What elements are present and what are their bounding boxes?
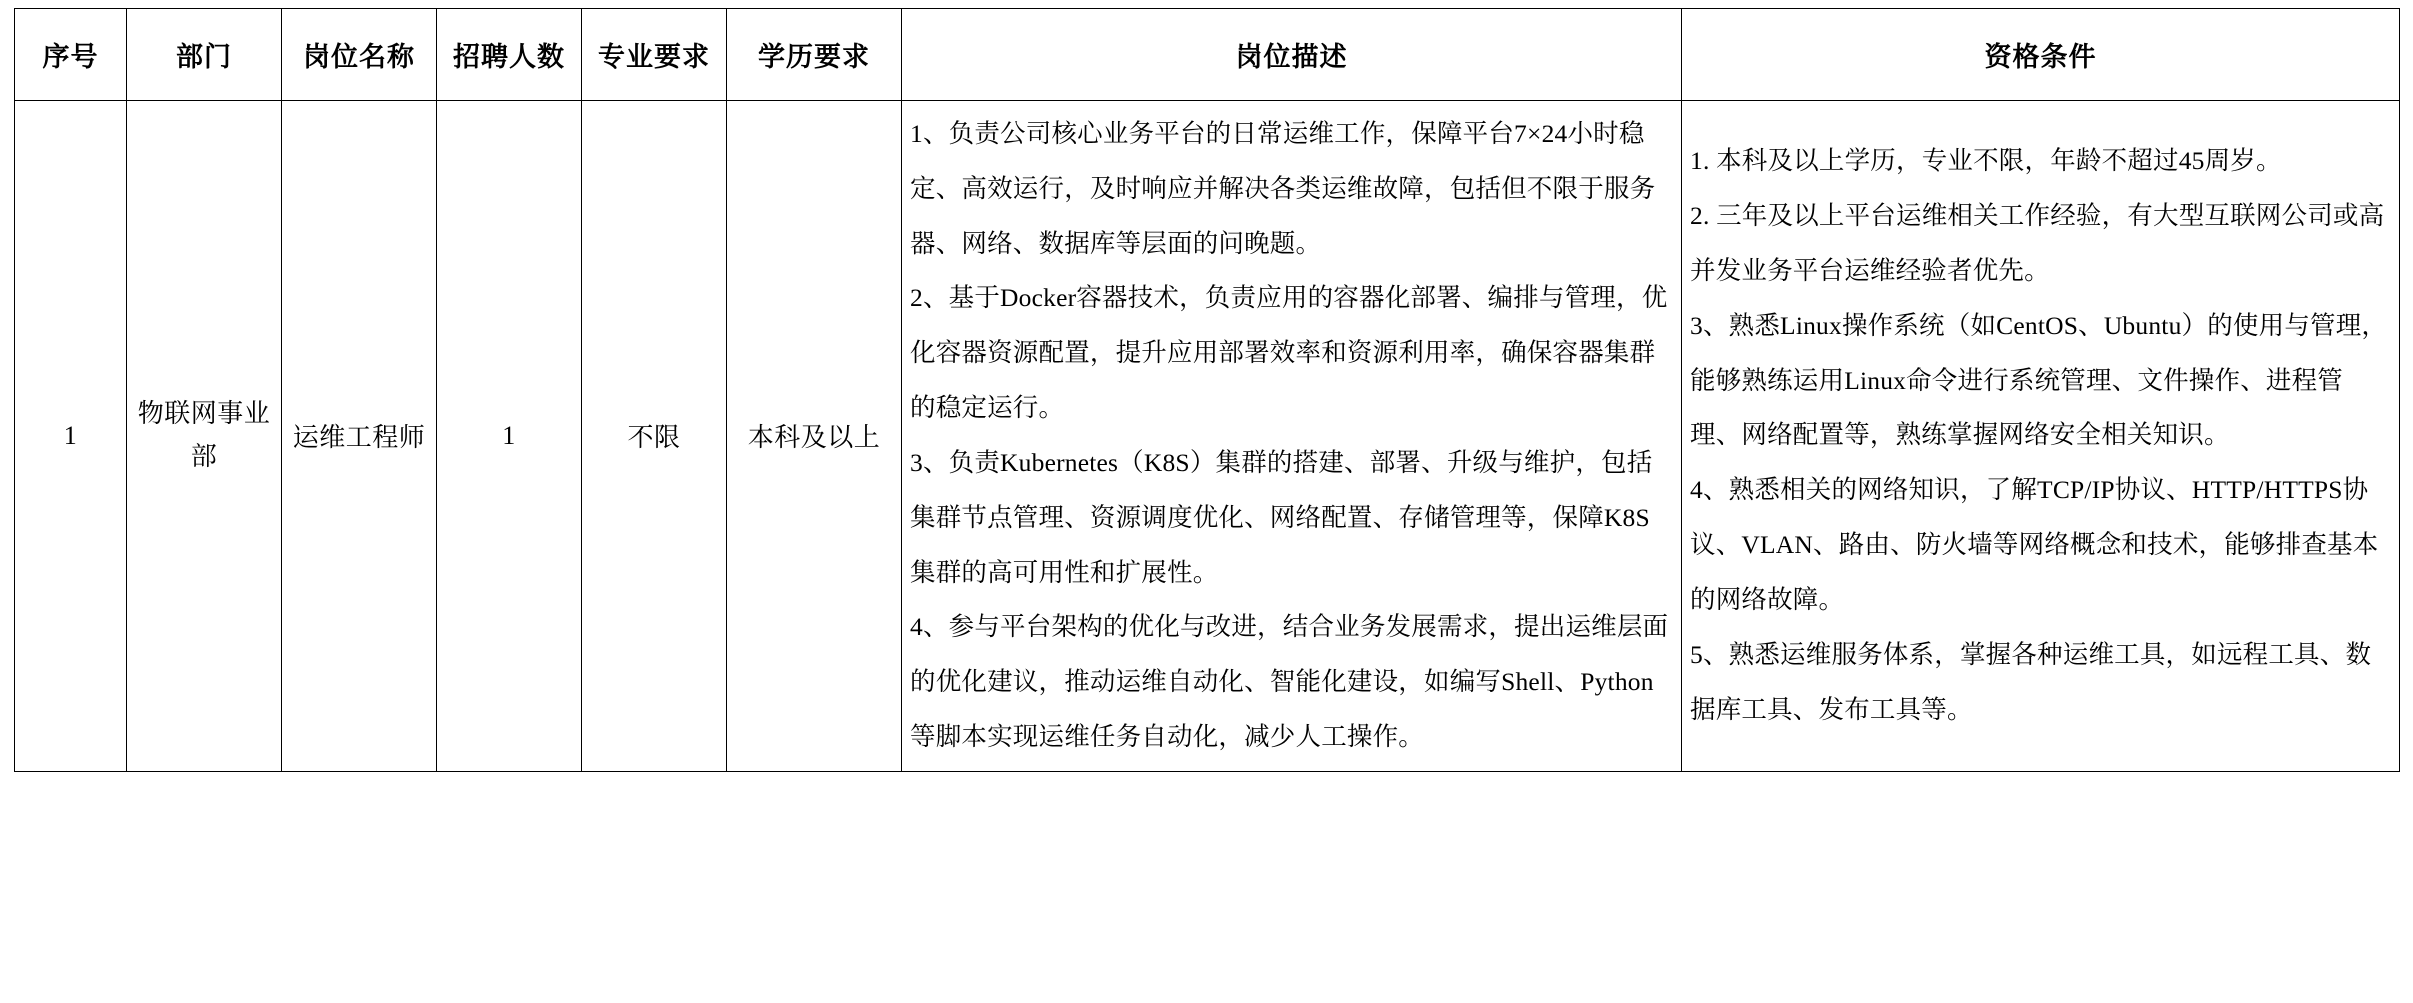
qualification-item: 1. 本科及以上学历，专业不限，年龄不超过45周岁。: [1690, 146, 2282, 176]
cell-seq: 1: [15, 101, 127, 772]
cell-position: 运维工程师: [282, 101, 437, 772]
description-item: 1、负责公司核心业务平台的日常运维工作，保障平台7×24小时稳定、高效运行，及时响应并解决各类运维故障，包括但不限于服务器、网络、数据库等层面的问晚题。: [910, 119, 1656, 258]
description-item: 2、基于Docker容器技术，负责应用的容器化部署、编排与管理，优化容器资源配置，提升应用部署效率和资源利用率，确保容器集群的稳定运行。: [910, 283, 1668, 423]
qualification-item: 4、熟悉相关的网络知识，了解TCP/IP协议、HTTP/HTTPS协议、VLAN、路由、防火墙等网络概念和技术，能够排查基本的网络故障。: [1690, 475, 2379, 614]
table-row: [15, 101, 2400, 772]
qualification-item: 3、熟悉Linux操作系统（如CentOS、Ubuntu）的使用与管理，能够熟练运用Linux命令进行系统管理、文件操作、进程管理、网络配置等，熟练掌握网络安全相关知识。: [1690, 310, 2388, 450]
description-item: 4、参与平台架构的优化与改进，结合业务发展需求，提出运维层面的优化建议，推动运维自动化、智能化建设，如编写Shell、Python等脚本实现运维任务自动化，减少人工操作。: [910, 612, 1669, 751]
header-headcount: 招聘人数: [437, 9, 582, 101]
header-seq: 序号: [15, 9, 127, 101]
table-header-row: [15, 9, 2400, 101]
qualification-item: 2. 三年及以上平台运维相关工作经验，有大型互联网公司或高并发业务平台运维经验者优先。: [1690, 201, 2385, 286]
cell-description: [902, 101, 1682, 772]
job-listing-table: [14, 8, 2400, 772]
header-education: 学历要求: [727, 9, 902, 101]
header-qualification: 资格条件: [1682, 9, 2400, 101]
cell-education: 本科及以上: [727, 101, 902, 772]
header-description: 岗位描述: [902, 9, 1682, 101]
cell-major: 不限: [582, 101, 727, 772]
cell-headcount: 1: [437, 101, 582, 772]
header-major: 专业要求: [582, 9, 727, 101]
cell-qualification: [1682, 101, 2400, 772]
description-item: 3、负责Kubernetes（K8S）集群的搭建、部署、升级与维护，包括集群节点管理、资源调度优化、网络配置、存储管理等，保障K8S集群的高可用性和扩展性。: [910, 447, 1653, 587]
cell-department: 物联网事业部: [127, 101, 282, 772]
header-department: 部门: [127, 9, 282, 101]
qualification-item: 5、熟悉运维服务体系，掌握各种运维工具，如远程工具、数据库工具、发布工具等。: [1690, 639, 2372, 724]
header-position: 岗位名称: [282, 9, 437, 101]
